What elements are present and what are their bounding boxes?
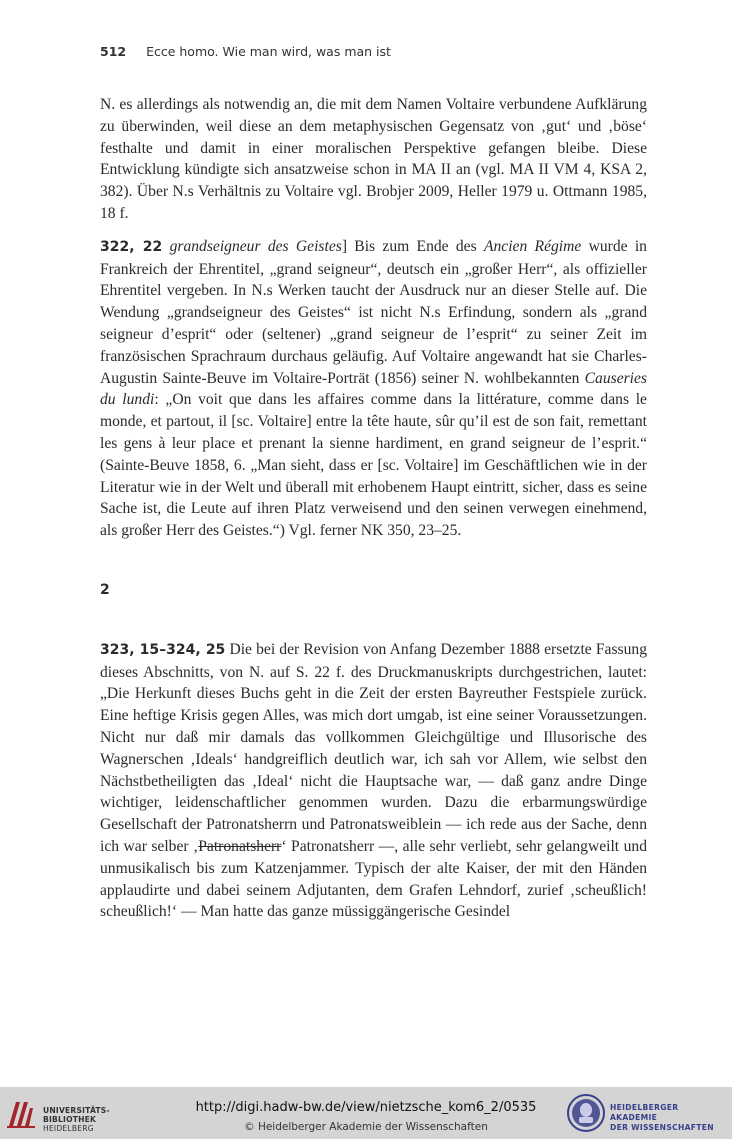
academy-logo [566,1093,726,1133]
lemma: grandseigneur des Geistes [169,237,342,255]
copyright-notice: © Heidelberger Akademie der Wissenschaften [244,1121,488,1133]
logo-line: UNIVERSITÄTS- [43,1106,110,1115]
entry-322-22 [100,236,647,542]
entry-text-part: Die bei der Revision von Anfang Dezember 1888 ersetzte Fassung dieses Abschnitts, von N. auf S. 22 f. des Druckmanuskripts durchgestrichen, lautet: „Die Herkunft dieses Buchs geht in die Zeit der ersten Bayreuther Festspiele zurück. Eine heftige Krisis gegen Alles, was mich dort umgab, ist eine seiner Voraussetzungen. Nicht nur daß mir damals das vollkommen Gleichgültige und Illusorische des Wagnerschen ‚Ideals‘ handgreiflich deutlich war, ich sah vor Allem, wie selbst den Nächstbetheiligten das ‚Ideal‘ nicht die Hauptsache war, — daß ganz andre Dinge wichtiger, leidenschaftlicher genommen wurden. Dazu die erbarmungswürdige Gesellschaft der Patronatsherrn und Patronatsweiblein — ich rede aus der Sache, denn ich war selber ‚ [100,640,647,855]
line-reference: 323, 15–324, 25 [100,641,226,658]
running-title: Ecce homo. Wie man wird, was man ist [146,44,391,59]
footer-bar [0,1087,732,1139]
academy-name [610,1103,726,1133]
logo-line: HEIDELBERG [43,1124,94,1133]
page-number: 512 [100,44,127,59]
logo-line: BIBLIOTHEK [43,1115,97,1124]
entry-323-15 [100,639,647,923]
line-reference: 322, 22 [100,238,163,255]
logo-line: DER WISSENSCHAFTEN [610,1123,714,1132]
paragraph-voltaire-enlightenment [100,94,647,225]
italic-work-title: Causeries du lundi [100,369,647,409]
entry-text-part: : „On voit que dans les affaires comme dans la littérature, comme dans le monde, et partout, il [sc. Voltaire] entre la tête haute, sûr qu’il est de son fait, remettant les gens à leur place et prenant la sienne hardiment, en grand seigneur de l’esprit.“ (Sainte-Beuve 1858, 6. „Man sieht, dass er [sc. Voltaire] im Geschäftlichen wie in der Literatur wie in der Welt und überall mit erhobenem Haupt eintritt, sicher, dass es seine Sache ist, die Leute auf ihren Platz verweisend und den seinen verwegen einehmend, als großer Herr des Geistes.“) Vgl. ferner NK 350, 23–25. [100,391,647,540]
entry-text-part: wurde in Frankreich der Ehrentitel, „grand seigneur“, deutsch ein „großer Herr“, als offizieller Ehrentitel vergeben. In N.s Werken taucht der Ausdruck nur an dieser Stelle auf. Die Wendung „grandseigneur des Geistes“ ist nicht N.s Erfindung, sondern als „grand seigneur d’esprit“ oder (seltener) „grand seigneur de l’esprit“ zu seiner Zeit im französischen Sprachraum durchaus geläufig. Auf Voltaire angewandt hat sie Charles-Augustin Sainte-Beuve im Voltaire-Porträt (1856) seiner N. wohlbekannten [100,237,647,387]
academy-seal-icon [566,1093,606,1133]
commentary-text [100,94,647,934]
source-url-link[interactable]: http://digi.hadw-bw.de/view/nietzsche_kom6_2/0535 [195,1100,537,1115]
logo-line: HEIDELBERGER AKADEMIE [610,1103,679,1122]
entry-text-part: ‘ Patronatsherr —, alle sehr verliebt, sehr gelangweilt und unmusikalisch bis zum Katzenjammer. Typisch der alte Kaiser, der mit den Händen applaudirte und dabei seinem Adjutanten, dem Grafen Lehndorf, zurief ‚scheußlich! scheußlich!‘ — Man hatte das ganze müssiggängerische Gesindel [100,837,647,921]
section-number: 2 [100,581,110,598]
running-header [100,44,660,59]
paragraph-text: N. es allerdings als notwendig an, die mit dem Namen Voltaire verbundene Aufklärung zu überwinden, weil diese an dem metaphysischen Gegensatz von ‚gut‘ und ‚böse‘ festhalte und damit in einer moralischen Perspektive gefangen bleibe. Diese Entwicklung kündigte sich ansatzweise schon in MA II an (vgl. MA II VM 4, KSA 2, 382). Über N.s Verhältnis zu Voltaire vgl. Brobjer 2009, Heller 1979 u. Ottmann 1985, 18 f. [100,96,647,222]
italic-term: Ancien Régime [483,237,582,255]
struck-through-word: Patronatsherr [198,837,282,855]
entry-text-part: ] Bis zum Ende des [341,237,484,255]
